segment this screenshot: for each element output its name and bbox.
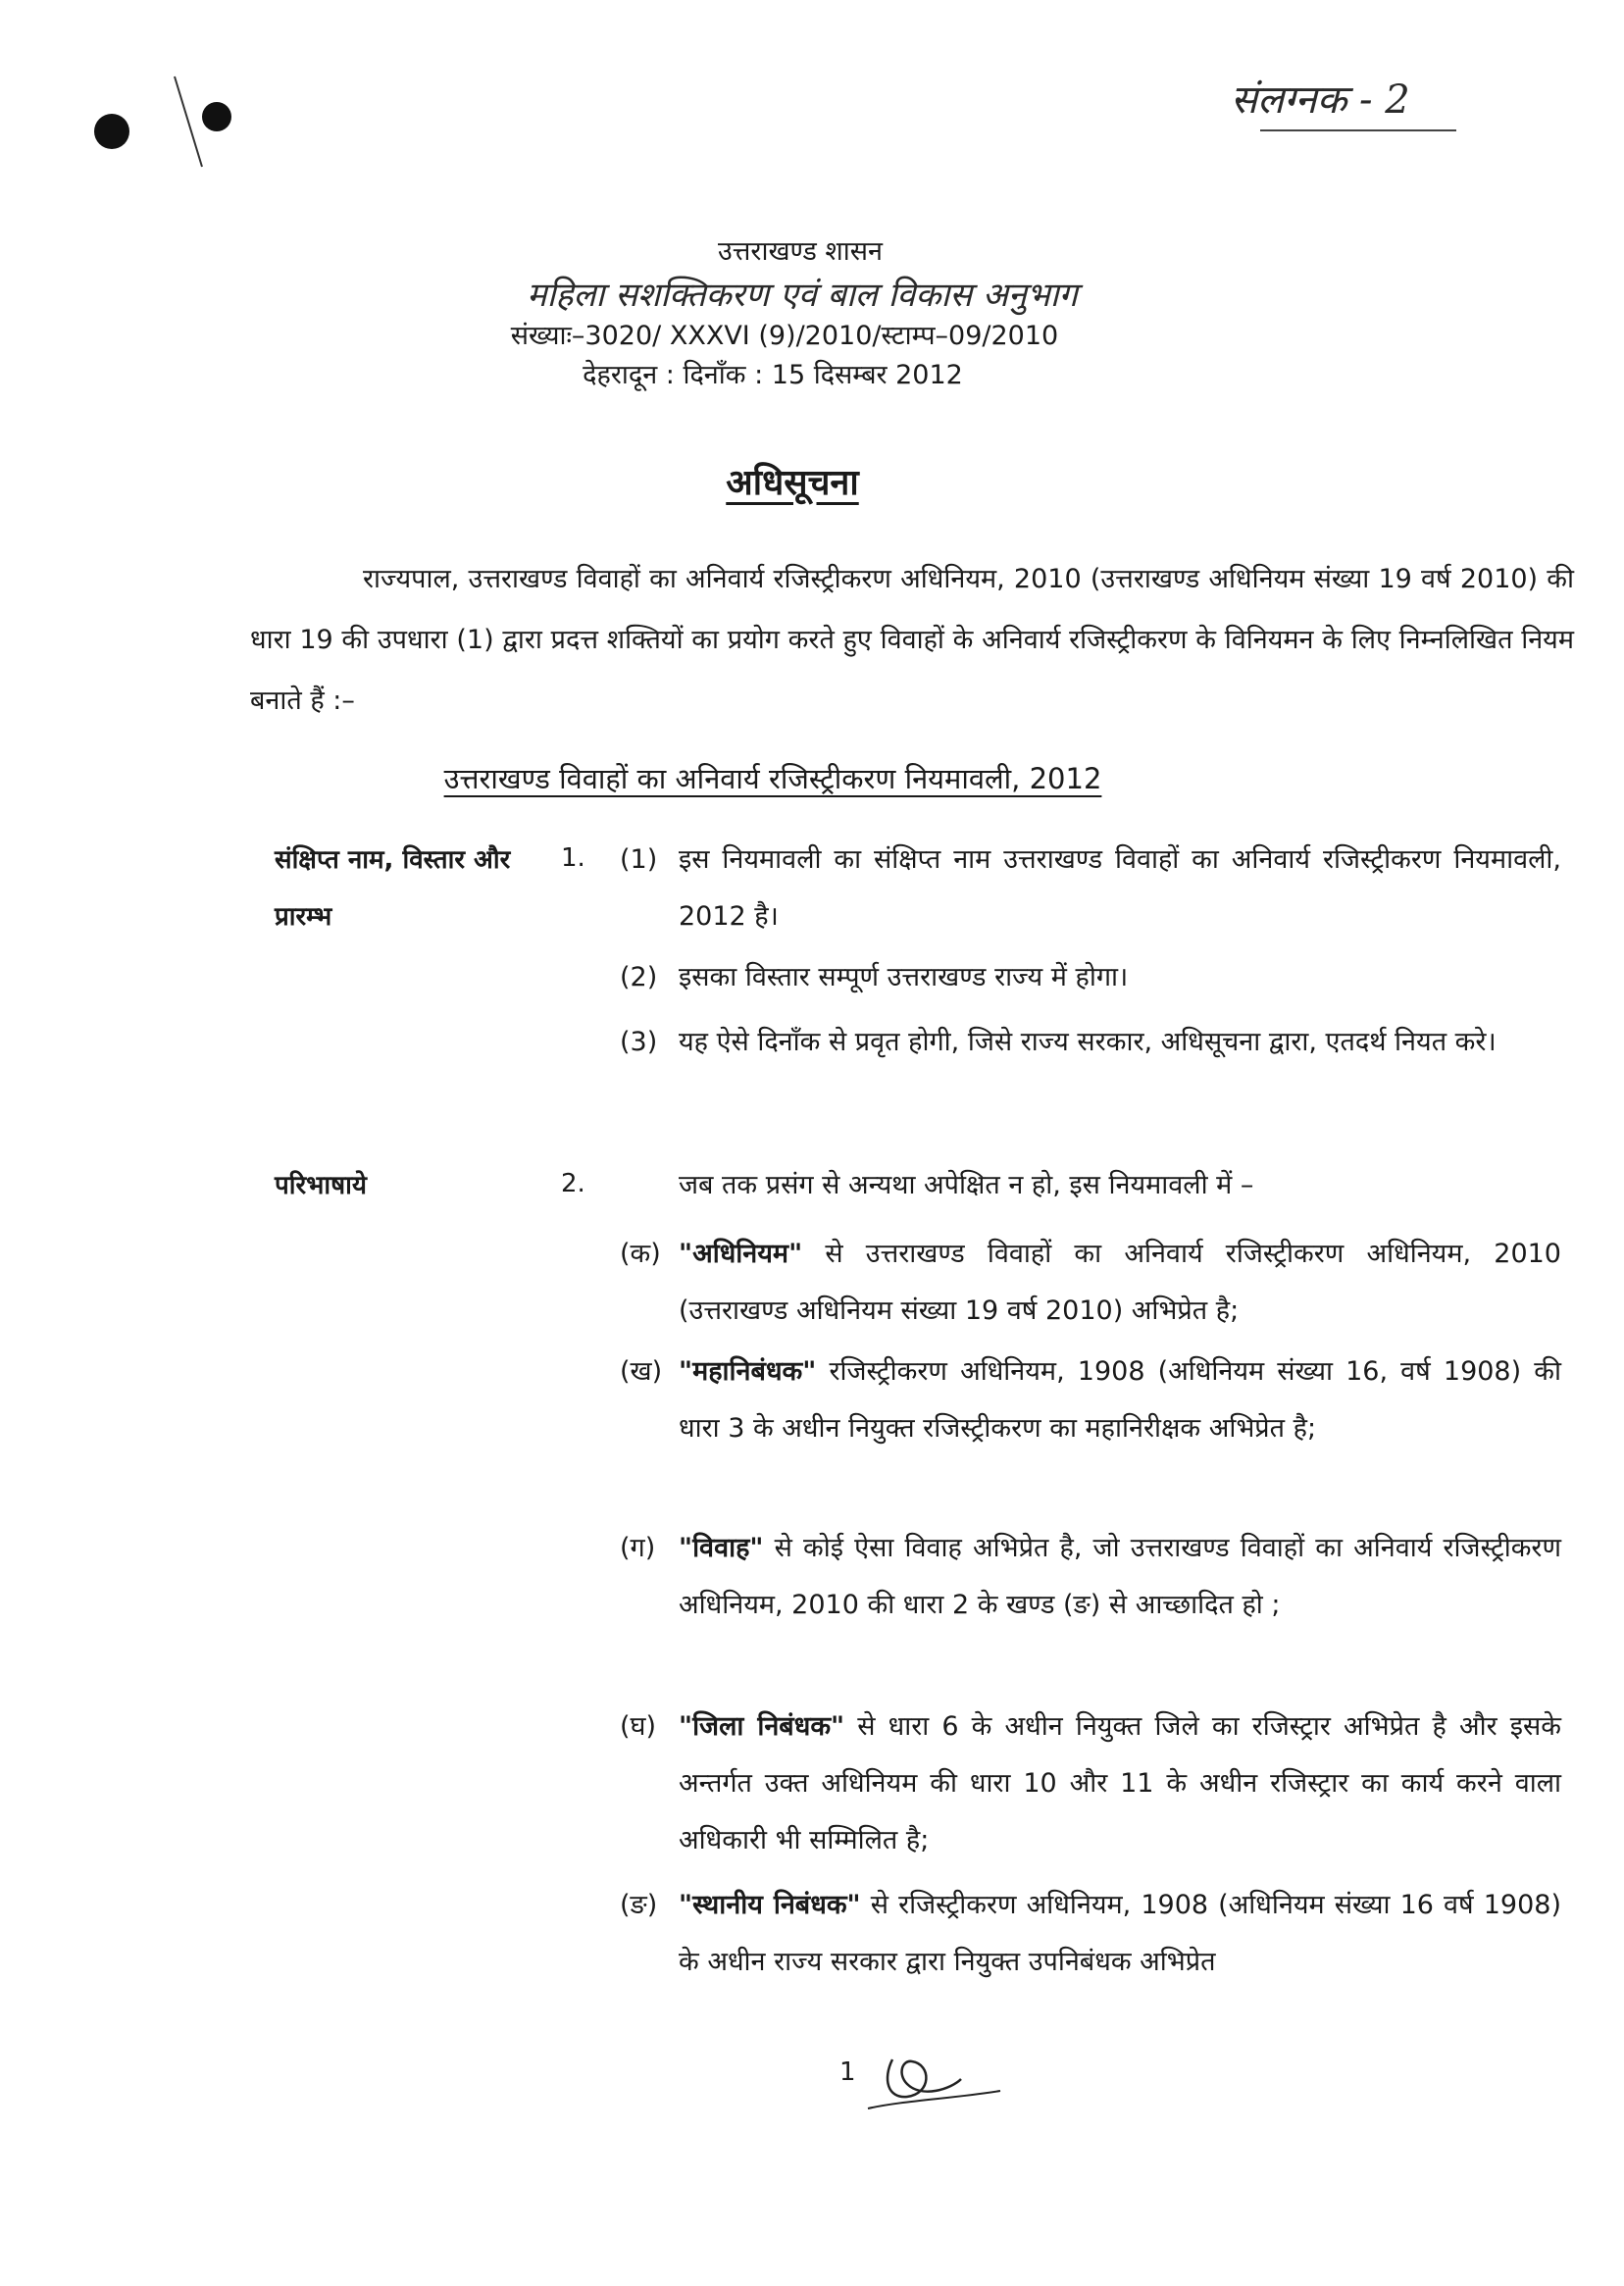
signature-mark (863, 2040, 1010, 2118)
clause-label: (3) (620, 1027, 658, 1057)
defined-term: "अधिनियम" (679, 1239, 803, 1269)
defined-term: "जिला निबंधक" (679, 1711, 845, 1742)
definition-text: से धारा 6 के अधीन नियुक्त जिले का रजिस्ट्रार अभिप्रेत है और इसके अन्तर्गत उक्त अधिनियम की धारा 10 और 11 के अधीन रजिस्ट्रार का कार्य करने वाला अधिकारी भी सम्मिलित है; (679, 1711, 1561, 1855)
definition-text: से उत्तराखण्ड विवाहों का अनिवार्य रजिस्ट्रीकरण अधिनियम, 2010 (उत्तराखण्ड अधिनियम संख्या 19 वर्ष 2010) अभिप्रेत है; (679, 1239, 1561, 1326)
section-2-heading: परिभाषाये (275, 1171, 367, 1200)
defined-term: "महानिबंधक" (679, 1356, 817, 1387)
rules-title: उत्तराखण्ड विवाहों का अनिवार्य रजिस्ट्रीकरण नियमावली, 2012 (443, 762, 1102, 795)
annexure-note: संलग्नक - 2 (1231, 77, 1410, 123)
section-2-number: 2. (561, 1169, 585, 1198)
definition-ka (620, 1226, 1561, 1340)
clause-text: इसका विस्तार सम्पूर्ण उत्तराखण्ड राज्य में होगा। (679, 962, 1129, 992)
definition-gha (620, 1699, 1561, 1869)
defined-term: "विवाह" (679, 1533, 764, 1563)
clause-label: (क) (620, 1239, 661, 1269)
clause-label: (ख) (620, 1356, 663, 1387)
clause-label: (घ) (620, 1711, 657, 1742)
clause-text (679, 1699, 1561, 1869)
clause-label: (ङ) (620, 1890, 658, 1920)
reference-number: संख्याः–3020/ XXXVI (9)/2010/स्टाम्प–09/2010 (510, 321, 1059, 351)
definition-kha (620, 1344, 1561, 1457)
clause-text (679, 1344, 1561, 1457)
clause-text (679, 1520, 1561, 1634)
section-1-clause-3 (620, 1014, 1561, 1071)
scratch-mark (167, 69, 226, 177)
clause-label: (1) (620, 844, 658, 875)
department-handwritten: महिला सशक्तिकरण एवं बाल विकास अनुभाग (527, 276, 1078, 315)
notification-title: अधिसूचना (726, 463, 859, 503)
date-line: देहरादून : दिनाँक : 15 दिसम्बर 2012 (583, 360, 963, 390)
punch-hole-mark (94, 114, 129, 149)
definition-text: से कोई ऐसा विवाह अभिप्रेत है, जो उत्तराखण्ड विवाहों का अनिवार्य रजिस्ट्रीकरण अधिनियम, 2010 की धारा 2 के खण्ड (ङ) से आच्छादित हो ; (679, 1533, 1561, 1620)
annexure-underline (1260, 129, 1456, 131)
definition-text: से रजिस्ट्रीकरण अधिनियम, 1908 (अधिनियम संख्या 16 वर्ष 1908) के अधीन राज्य सरकार द्वारा नियुक्त उपनिबंधक अभिप्रेत (679, 1890, 1561, 1977)
definition-ga (620, 1520, 1561, 1634)
page-number: 1 (839, 2057, 856, 2087)
section-1-heading: संक्षिप्त नाम, विस्तार और प्रारम्भ (275, 845, 511, 932)
clause-label: (2) (620, 962, 658, 992)
preamble-paragraph: राज्यपाल, उत्तराखण्ड विवाहों का अनिवार्य रजिस्ट्रीकरण अधिनियम, 2010 (उत्तराखण्ड अधिनियम संख्या 19 वर्ष 2010) की धारा 19 की उपधारा (1) द्वारा प्रदत्त शक्तियों का प्रयोग करते हुए विवाहों के अनिवार्य रजिस्ट्रीकरण के विनियमन के लिए निम्नलिखित नियम बनाते हैं :– (250, 564, 1574, 716)
section-1-clause-2 (620, 949, 1561, 1006)
defined-term: "स्थानीय निबंधक" (679, 1890, 861, 1920)
clause-text (679, 1877, 1561, 1991)
government-heading: उत्तराखण्ड शासन (717, 236, 884, 267)
section-1-number: 1. (561, 843, 585, 873)
section-2-intro: जब तक प्रसंग से अन्यथा अपेक्षित न हो, इस नियमावली में – (679, 1170, 1254, 1200)
clause-text (679, 1226, 1561, 1340)
definition-text: रजिस्ट्रीकरण अधिनियम, 1908 (अधिनियम संख्या 16, वर्ष 1908) की धारा 3 के अधीन नियुक्त रजिस्ट्रीकरण का महानिरीक्षक अभिप्रेत है; (679, 1356, 1561, 1444)
definition-nga (620, 1877, 1561, 1991)
section-1-clause-1 (620, 832, 1561, 945)
clause-text: यह ऐसे दिनाँक से प्रवृत होगी, जिसे राज्य सरकार, अधिसूचना द्वारा, एतदर्थ नियत करे। (679, 1027, 1497, 1057)
clause-text: इस नियमावली का संक्षिप्त नाम उत्तराखण्ड विवाहों का अनिवार्य रजिस्ट्रीकरण नियमावली, 2012 है। (679, 844, 1561, 932)
clause-label: (ग) (620, 1533, 656, 1563)
